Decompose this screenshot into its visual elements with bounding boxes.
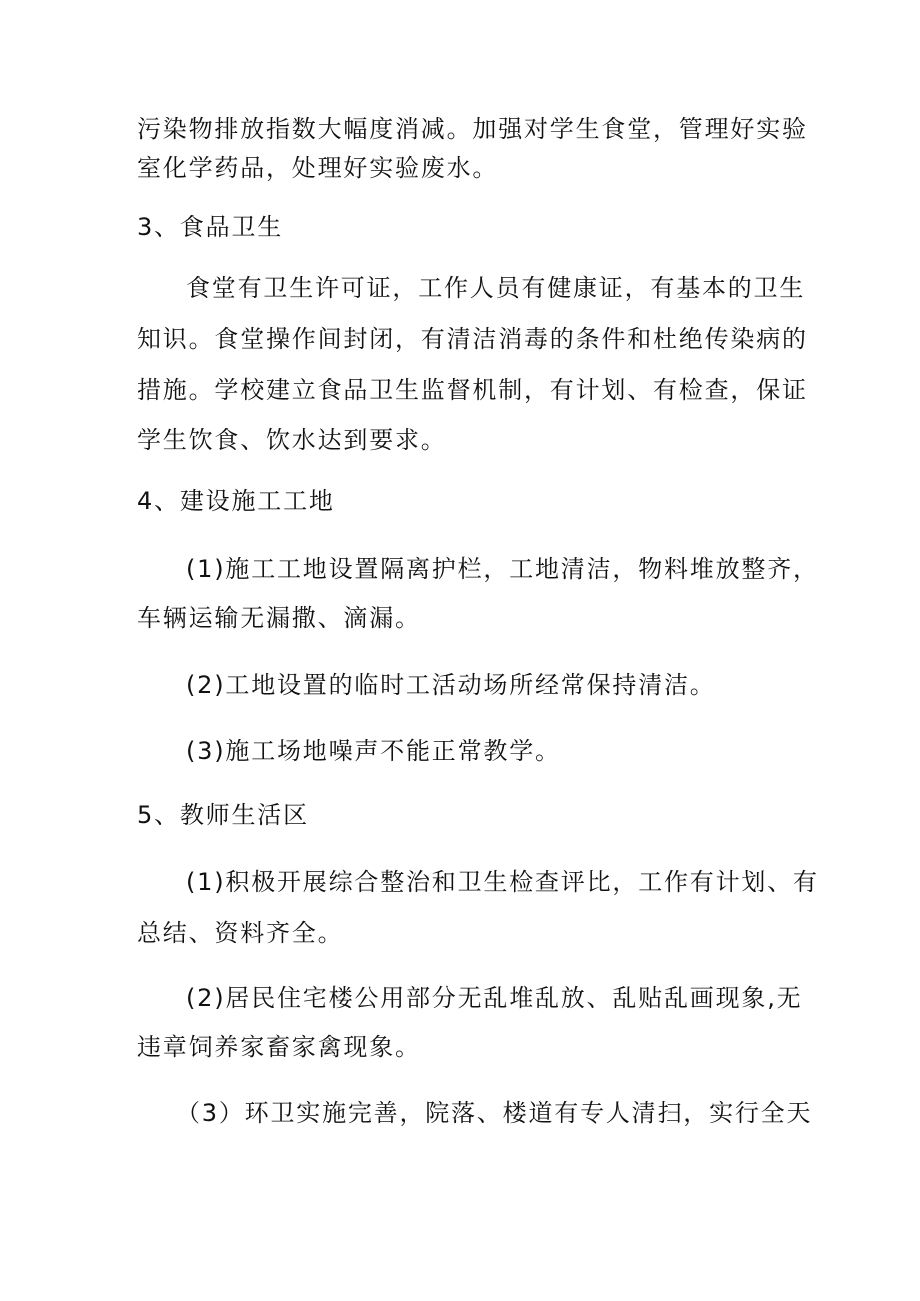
list-item-line: (1)积极开展综合整治和卫生检查评比，工作有计划、有 — [186, 868, 819, 896]
section-heading: 5、教师生活区 — [137, 801, 309, 829]
list-item-line: (2)居民住宅楼公用部分无乱堆乱放、乱贴乱画现象,无 — [186, 984, 803, 1012]
list-item-line: 车辆运输无漏撒、滴漏。 — [137, 604, 421, 632]
section-heading: 3、食品卫生 — [137, 213, 284, 241]
paragraph-line: 食堂有卫生许可证，工作人员有健康证，有基本的卫生 — [186, 274, 806, 302]
list-item-line: (3)施工场地噪声不能正常教学。 — [186, 737, 561, 765]
list-item-line: 违章饲养家畜家禽现象。 — [137, 1033, 421, 1061]
list-item-line: (2)工地设置的临时工活动场所经常保持清洁。 — [186, 671, 716, 699]
paragraph-line: 学生饮食、饮水达到要求。 — [137, 426, 447, 454]
list-item-line: (1)施工工地设置隔离护栏，工地清洁，物料堆放整齐， — [186, 555, 819, 583]
paragraph-line: 知识。食堂操作间封闭，有清洁消毒的条件和杜绝传染病的 — [137, 325, 808, 353]
paragraph-line: 措施。学校建立食品卫生监督机制，有计划、有检查，保证 — [137, 376, 808, 404]
section-heading: 4、建设施工工地 — [137, 487, 335, 515]
paragraph-line: 污染物排放指数大幅度消减。加强对学生食堂，管理好实验 — [137, 115, 808, 143]
list-item-line: 总结、资料齐全。 — [137, 919, 344, 947]
paragraph-line: 室化学药品，处理好实验废水。 — [137, 154, 499, 182]
list-item-line: （3）环卫实施完善，院落、楼道有专人清扫，实行全天 — [176, 1099, 813, 1127]
